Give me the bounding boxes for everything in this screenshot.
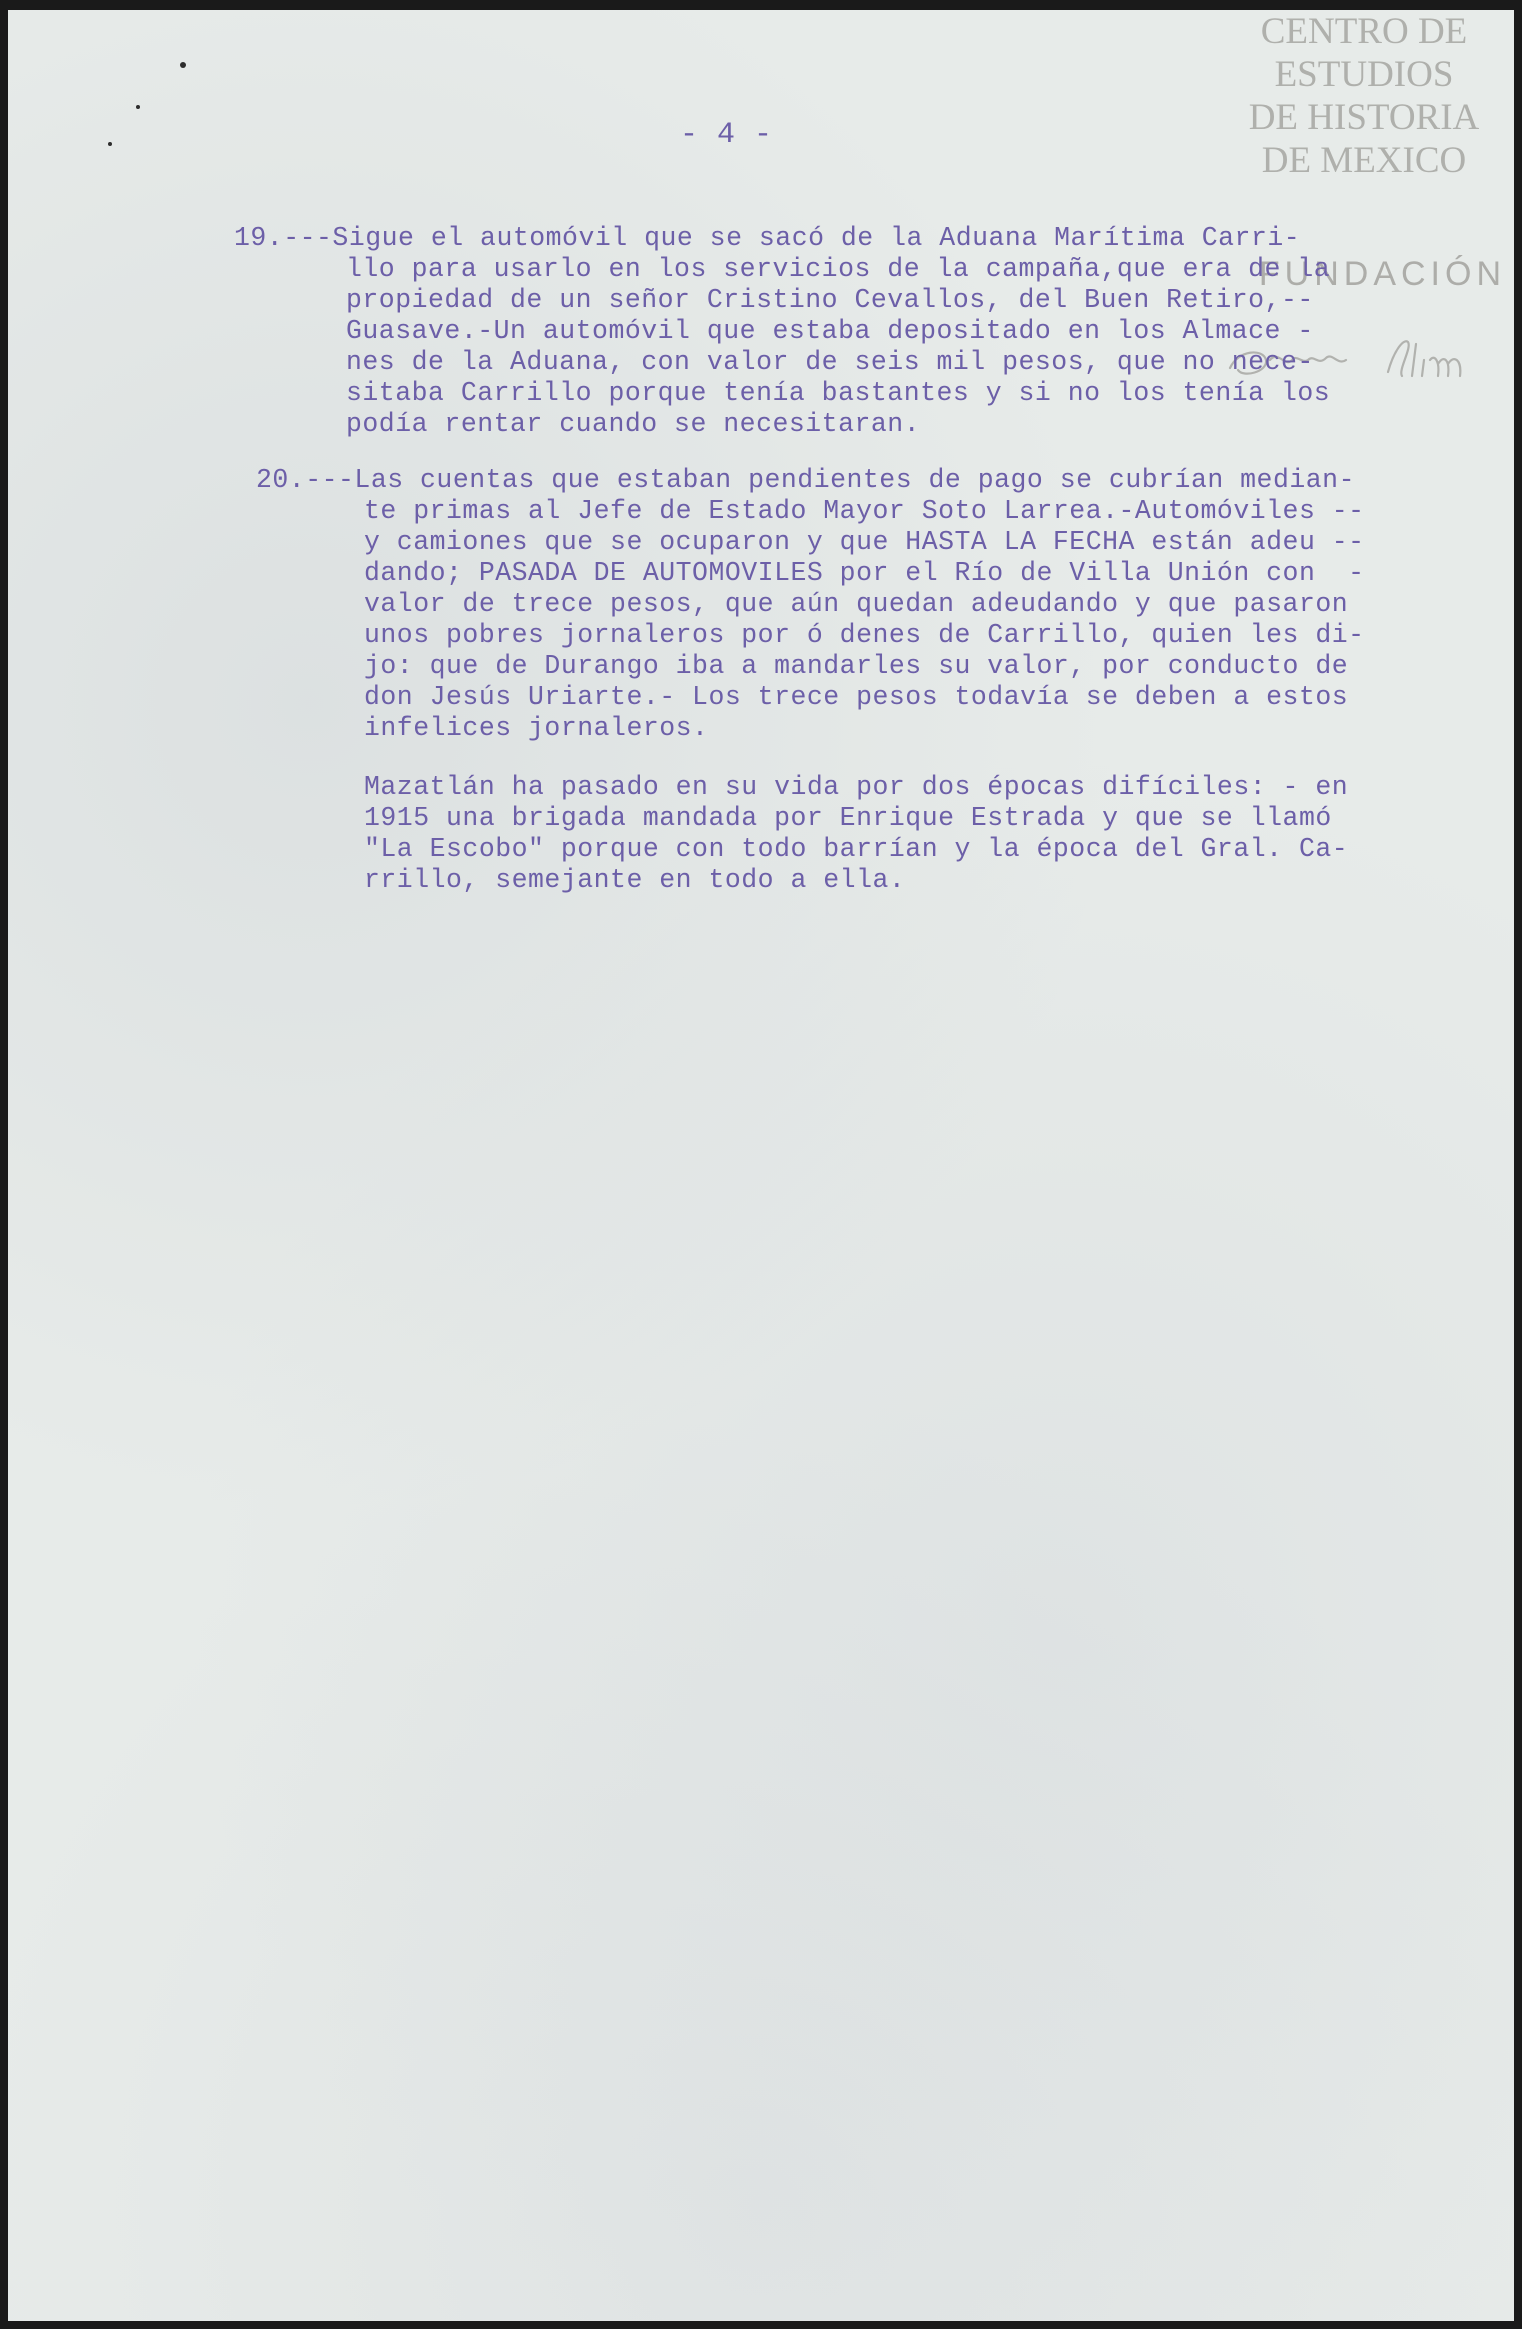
- paragraph-line: valor de trece pesos, que aún quedan adeudando y que pasaron: [364, 589, 1349, 619]
- paragraph-line: 20.---Las cuentas que estaban pendientes de pago se cubrían median-: [256, 465, 1355, 495]
- ink-speck: [108, 142, 112, 146]
- paragraph-line: jo: que de Durango iba a mandarles su valor, por conducto de: [364, 651, 1349, 681]
- paragraph-line: don Jesús Uriarte.- Los trece pesos todavía se deben a estos: [364, 682, 1349, 712]
- watermark-line: DE HISTORIA: [1248, 97, 1480, 138]
- paragraph-line: dando; PASADA DE AUTOMOVILES por el Río de Villa Unión con -: [364, 558, 1365, 588]
- paragraph-line: unos pobres jornaleros por ó denes de Carrillo, quien les di-: [364, 620, 1365, 650]
- paragraph-line: y camiones que se ocuparon y que HASTA LA FECHA están adeu --: [364, 527, 1365, 557]
- paragraph-line: Mazatlán ha pasado en su vida por dos épocas difíciles: - en: [364, 772, 1349, 802]
- paragraph-line: propiedad de un señor Cristino Cevallos, del Buen Retiro,--: [346, 285, 1314, 315]
- paragraph-line: podía rentar cuando se necesitaran.: [346, 409, 921, 439]
- watermark-fundacion: FUNDACIÓN: [1258, 255, 1506, 293]
- paragraph-line: llo para usarlo en los servicios de la campaña,que era de la: [346, 254, 1331, 284]
- paragraph-line: sitaba Carrillo porque tenía bastantes y si no los tenía los: [346, 378, 1331, 408]
- watermark-line: DE MEXICO: [1261, 140, 1467, 181]
- watermark-line: ESTUDIOS: [1274, 54, 1454, 95]
- paragraph-line: Guasave.-Un automóvil que estaba depositado en los Almace -: [346, 316, 1314, 346]
- paragraph-line: 19.---Sigue el automóvil que se sacó de la Aduana Marítima Carri-: [234, 223, 1301, 253]
- document-page: [8, 10, 1514, 2321]
- page-number: - 4 -: [680, 118, 773, 152]
- paragraph-line: 1915 una brigada mandada por Enrique Estrada y que se llamó: [364, 803, 1332, 833]
- paragraph-line: "La Escobo" porque con todo barrían y la época del Gral. Ca-: [364, 834, 1349, 864]
- watermark-line: CENTRO DE: [1260, 11, 1468, 52]
- ink-speck: [136, 105, 140, 109]
- paragraph-line: infelices jornaleros.: [364, 713, 709, 743]
- archive-watermark: [1214, 10, 1514, 182]
- paragraph-line: te primas al Jefe de Estado Mayor Soto Larrea.-Automóviles --: [364, 496, 1365, 526]
- paragraph-line: nes de la Aduana, con valor de seis mil pesos, que no nece-: [346, 347, 1314, 377]
- paragraph-line: rrillo, semejante en todo a ella.: [364, 865, 906, 895]
- ink-speck: [180, 62, 186, 68]
